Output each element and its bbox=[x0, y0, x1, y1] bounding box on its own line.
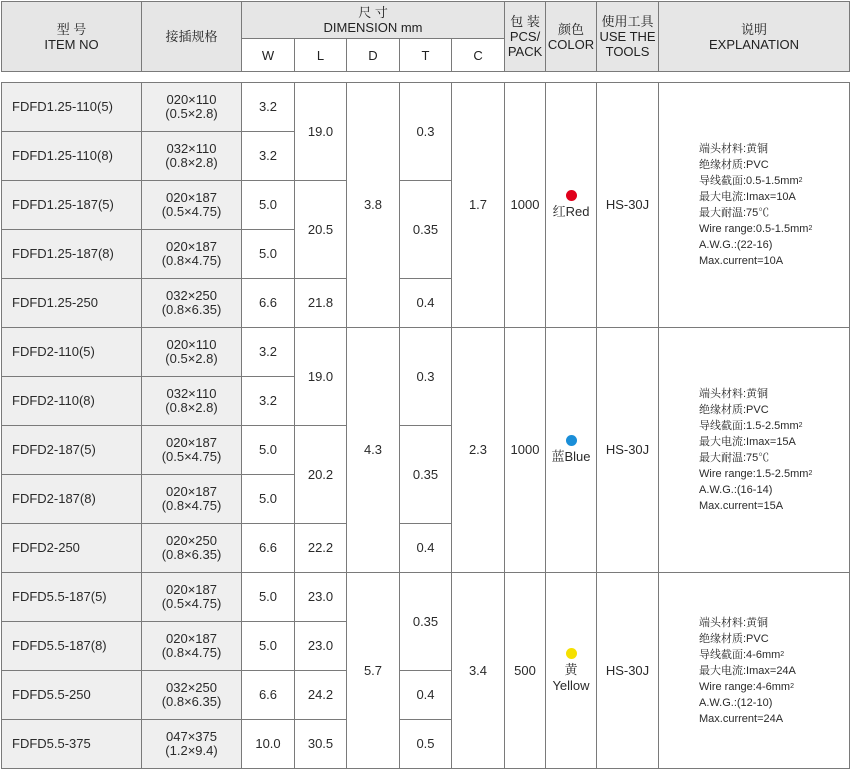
color-cell: 黄 Yellow bbox=[546, 573, 597, 769]
color-cell: 红Red bbox=[546, 83, 597, 328]
table-row bbox=[2, 573, 850, 622]
spec-cell: 020×250 (0.8×6.35) bbox=[142, 524, 242, 573]
col-header-color: 颜色 COLOR bbox=[546, 2, 597, 72]
spec-cell: 032×110 (0.8×2.8) bbox=[142, 132, 242, 181]
col-header-pack: 包 装 PCS/ PACK bbox=[505, 2, 546, 72]
explanation-cell: 端头材料:黄铜 绝缘材质:PVC 导线截面$:0.5-1.5mm^2$ 最大电流:Imax=10A 最大耐温:75℃ Wire $range:0.5-1.5mm^2$ A.W.G.:(22-16) Max.current=10A bbox=[659, 83, 850, 328]
col-header-w: W bbox=[242, 39, 295, 72]
item-cell: FDFD2-110(5) bbox=[2, 328, 142, 377]
w-cell: 3.2 bbox=[242, 328, 295, 377]
explanation-cell: 端头材料:黄铜 绝缘材质:PVC 导线截面$:4-6mm^2$ 最大电流:Imax=24A Wire $range:4-6mm^2$ A.W.G.:(12-10) Max.current=24A bbox=[659, 573, 850, 769]
c-cell: 1.7 bbox=[452, 83, 505, 328]
pack-cell: 500 bbox=[505, 573, 546, 769]
table-row bbox=[2, 328, 850, 377]
w-cell: 6.6 bbox=[242, 524, 295, 573]
t-cell: 0.3 bbox=[400, 328, 452, 426]
spec-cell: 020×187 (0.8×4.75) bbox=[142, 622, 242, 671]
w-cell: 5.0 bbox=[242, 622, 295, 671]
item-cell: FDFD1.25-187(8) bbox=[2, 230, 142, 279]
t-cell: 0.35 bbox=[400, 426, 452, 524]
blue-dot-icon bbox=[566, 435, 577, 446]
spec-cell: 032×110 (0.8×2.8) bbox=[142, 377, 242, 426]
t-cell: 0.3 bbox=[400, 83, 452, 181]
item-cell: FDFD1.25-250 bbox=[2, 279, 142, 328]
header-table bbox=[1, 1, 850, 72]
d-cell: 3.8 bbox=[347, 83, 400, 328]
spec-cell: 020×187 (0.8×4.75) bbox=[142, 230, 242, 279]
col-header-c: C bbox=[452, 39, 505, 72]
item-cell: FDFD5.5-375 bbox=[2, 720, 142, 769]
col-header-explanation: 说明 EXPLANATION bbox=[659, 2, 850, 72]
item-cell: FDFD2-110(8) bbox=[2, 377, 142, 426]
t-cell: 0.5 bbox=[400, 720, 452, 769]
tools-cell: HS-30J bbox=[597, 573, 659, 769]
tools-cell: HS-30J bbox=[597, 328, 659, 573]
t-cell: 0.4 bbox=[400, 671, 452, 720]
l-cell: 30.5 bbox=[295, 720, 347, 769]
spec-cell: 020×187 (0.5×4.75) bbox=[142, 573, 242, 622]
c-cell: 2.3 bbox=[452, 328, 505, 573]
l-cell: 19.0 bbox=[295, 83, 347, 181]
t-cell: 0.4 bbox=[400, 524, 452, 573]
l-cell: 20.2 bbox=[295, 426, 347, 524]
item-cell: FDFD1.25-187(5) bbox=[2, 181, 142, 230]
w-cell: 3.2 bbox=[242, 377, 295, 426]
l-cell: 19.0 bbox=[295, 328, 347, 426]
spec-cell: 020×187 (0.5×4.75) bbox=[142, 181, 242, 230]
pack-cell: 1000 bbox=[505, 328, 546, 573]
pack-cell: 1000 bbox=[505, 83, 546, 328]
l-cell: 23.0 bbox=[295, 622, 347, 671]
c-cell: 3.4 bbox=[452, 573, 505, 769]
l-cell: 21.8 bbox=[295, 279, 347, 328]
w-cell: 5.0 bbox=[242, 181, 295, 230]
col-header-d: D bbox=[347, 39, 400, 72]
spec-cell: 020×110 (0.5×2.8) bbox=[142, 83, 242, 132]
w-cell: 5.0 bbox=[242, 475, 295, 524]
item-cell: FDFD2-250 bbox=[2, 524, 142, 573]
w-cell: 6.6 bbox=[242, 279, 295, 328]
explanation-cell: 端头材料:黄铜 绝缘材质:PVC 导线截面$:1.5-2.5mm^2$ 最大电流:Imax=15A 最大耐温:75℃ Wire $range:1.5-2.5mm^2$ A.W.G.:(16-14) Max.current=15A bbox=[659, 328, 850, 573]
col-header-l: L bbox=[295, 39, 347, 72]
w-cell: 6.6 bbox=[242, 671, 295, 720]
item-cell: FDFD2-187(8) bbox=[2, 475, 142, 524]
w-cell: 3.2 bbox=[242, 83, 295, 132]
l-cell: 23.0 bbox=[295, 573, 347, 622]
col-header-dimension: 尺 寸 DIMENSION mm bbox=[242, 2, 505, 39]
d-cell: 5.7 bbox=[347, 573, 400, 769]
col-header-item: 型 号 ITEM NO bbox=[2, 2, 142, 72]
w-cell: 10.0 bbox=[242, 720, 295, 769]
col-header-t: T bbox=[400, 39, 452, 72]
item-cell: FDFD5.5-187(8) bbox=[2, 622, 142, 671]
item-cell: FDFD1.25-110(8) bbox=[2, 132, 142, 181]
color-cell: 蓝Blue bbox=[546, 328, 597, 573]
col-header-tools: 使用工具 USE THE TOOLS bbox=[597, 2, 659, 72]
spec-cell: 032×250 (0.8×6.35) bbox=[142, 671, 242, 720]
w-cell: 5.0 bbox=[242, 426, 295, 475]
spec-cell: 047×375 (1.2×9.4) bbox=[142, 720, 242, 769]
red-dot-icon bbox=[566, 190, 577, 201]
t-cell: 0.4 bbox=[400, 279, 452, 328]
l-cell: 24.2 bbox=[295, 671, 347, 720]
item-cell: FDFD1.25-110(5) bbox=[2, 83, 142, 132]
spec-cell: 032×250 (0.8×6.35) bbox=[142, 279, 242, 328]
spec-cell: 020×187 (0.8×4.75) bbox=[142, 475, 242, 524]
w-cell: 3.2 bbox=[242, 132, 295, 181]
col-header-spec: 接插规格 bbox=[142, 2, 242, 72]
t-cell: 0.35 bbox=[400, 181, 452, 279]
item-cell: FDFD5.5-187(5) bbox=[2, 573, 142, 622]
w-cell: 5.0 bbox=[242, 573, 295, 622]
spec-cell: 020×187 (0.5×4.75) bbox=[142, 426, 242, 475]
l-cell: 20.5 bbox=[295, 181, 347, 279]
item-cell: FDFD2-187(5) bbox=[2, 426, 142, 475]
l-cell: 22.2 bbox=[295, 524, 347, 573]
item-cell: FDFD5.5-250 bbox=[2, 671, 142, 720]
t-cell: 0.35 bbox=[400, 573, 452, 671]
table-row bbox=[2, 83, 850, 132]
yellow-dot-icon bbox=[566, 648, 577, 659]
tools-cell: HS-30J bbox=[597, 83, 659, 328]
d-cell: 4.3 bbox=[347, 328, 400, 573]
product-table bbox=[1, 82, 850, 769]
spec-cell: 020×110 (0.5×2.8) bbox=[142, 328, 242, 377]
w-cell: 5.0 bbox=[242, 230, 295, 279]
